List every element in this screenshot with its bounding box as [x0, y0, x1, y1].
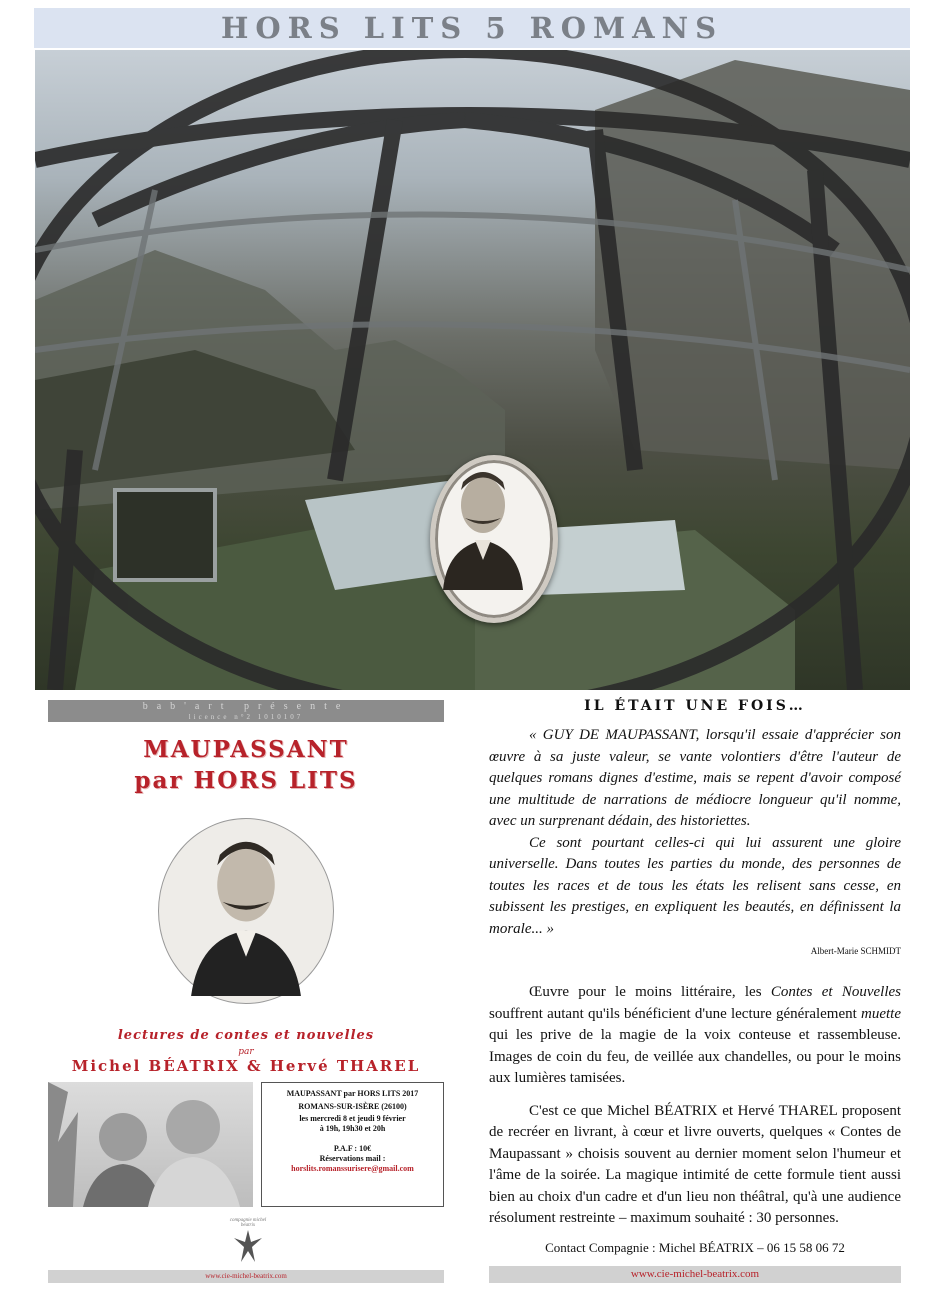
poster-info-reservations: Réservations mail : [319, 1154, 386, 1163]
bird-logo-icon [233, 1228, 263, 1264]
quote-attribution: Albert-Marie SCHMIDT [810, 946, 901, 956]
poster-portrait [158, 818, 334, 1004]
poster-par: par [238, 1047, 254, 1057]
body-p1-muette: muette [861, 1005, 901, 1022]
performers-illustration [48, 1082, 253, 1207]
schmidt-quote [489, 725, 901, 940]
poster-title-line1: MAUPASSANT [143, 736, 349, 763]
poster-title [48, 734, 444, 796]
event-poster [48, 700, 444, 1285]
poster-presenter: bab'art présente [142, 701, 350, 712]
poster-performer-names: Michel BÉATRIX & Hervé THAREL [71, 1057, 421, 1075]
poster-subtitle: lectures de contes et nouvelles [117, 1028, 375, 1043]
maupassant-engraving-icon [176, 826, 316, 996]
poster-event-info [261, 1082, 444, 1207]
article-column [489, 698, 901, 1256]
contact-line: Contact Compagnie : Michel BÉATRIX – 06 15 58 06 72 [545, 1239, 845, 1255]
page-title: HORS LITS 5 ROMANS [34, 8, 910, 48]
poster-info-email: horslits.romanssurisere@gmail.com [291, 1164, 414, 1173]
poster-header [48, 700, 444, 722]
performers-photo [48, 1082, 253, 1207]
body-paragraph-2: C'est ce que Michel BÉATRIX et Hervé THAREL proposent de recréer en livrant, à cœur et livre ouverts, quelques « Contes de Maupassant » choisis souvent au dernier moment selon l'humeur et l'âme de la soirée. La magique intimité de cette formule tient aussi bien au choix d'un cadre et d'un lieu non théâtral, qu'à une audience résolument restreinte – maximum souhaité : 30 personnes. [489, 1102, 901, 1226]
poster-licence: licence n°2 1010107 [188, 713, 304, 721]
article-body [489, 982, 901, 1230]
poster-footer-url: www.cie-michel-beatrix.com [48, 1270, 444, 1283]
poster-info-times: à 19h, 19h30 et 20h [319, 1124, 386, 1133]
poster-info-show: MAUPASSANT par HORS LITS 2017 [286, 1089, 419, 1098]
article-heading: IL ÉTAIT UNE FOIS… [584, 698, 806, 714]
quote-paragraph-1: « GUY DE MAUPASSANT, lorsqu'il essaie d'apprécier son œuvre à sa juste valeur, se vante volontiers d'être l'auteur de quelques romans dignes d'estime, mais se repent d'avoir composé une multitude de narrations de médiocre longueur qu'il nomme, avec un surprenant dédain, des historiettes. [489, 727, 901, 829]
maupassant-medallion-portrait [430, 455, 558, 623]
body-p1-part-a: Œuvre pour le moins littéraire, les [529, 984, 771, 1000]
body-p1-part-b: souffrent autant qu'ils bénéficient d'une lecture généralement [489, 1005, 862, 1022]
quote-paragraph-2: Ce sont pourtant celles-ci qui lui assurent une gloire universelle. Dans toutes les parties du monde, des personnes de toutes les races et de tous les états les relisent sans cesse, en subissent les prestiges, en expliquent les beautés, en définissent la morale... » [489, 834, 901, 937]
poster-info-dates: les mercredi 8 et jeudi 9 février [299, 1114, 406, 1123]
body-p1-part-c: qui les prive de la magie de la voix conteuse et rassembleuse. Images de coin du feu, de veillée aux chandelles, ou pour le moins aux lumières tamisées. [489, 1027, 901, 1086]
poster-info-city: ROMANS-SUR-ISÈRE (26100) [298, 1102, 407, 1111]
poster-info-paf: P.A.F : 10€ [333, 1144, 372, 1153]
body-paragraph-1 [489, 982, 901, 1090]
website-link[interactable]: www.cie-michel-beatrix.com [489, 1266, 901, 1283]
maupassant-portrait-icon [435, 460, 531, 590]
body-p1-title: Contes et Nouvelles [770, 984, 901, 1000]
company-logo-text: compagnie michel béatrix [229, 1218, 267, 1228]
poster-title-line2: par HORS LITS [134, 767, 358, 794]
hero-photo-glass-capsule-bedroom [35, 50, 910, 690]
company-logo [224, 1218, 272, 1270]
